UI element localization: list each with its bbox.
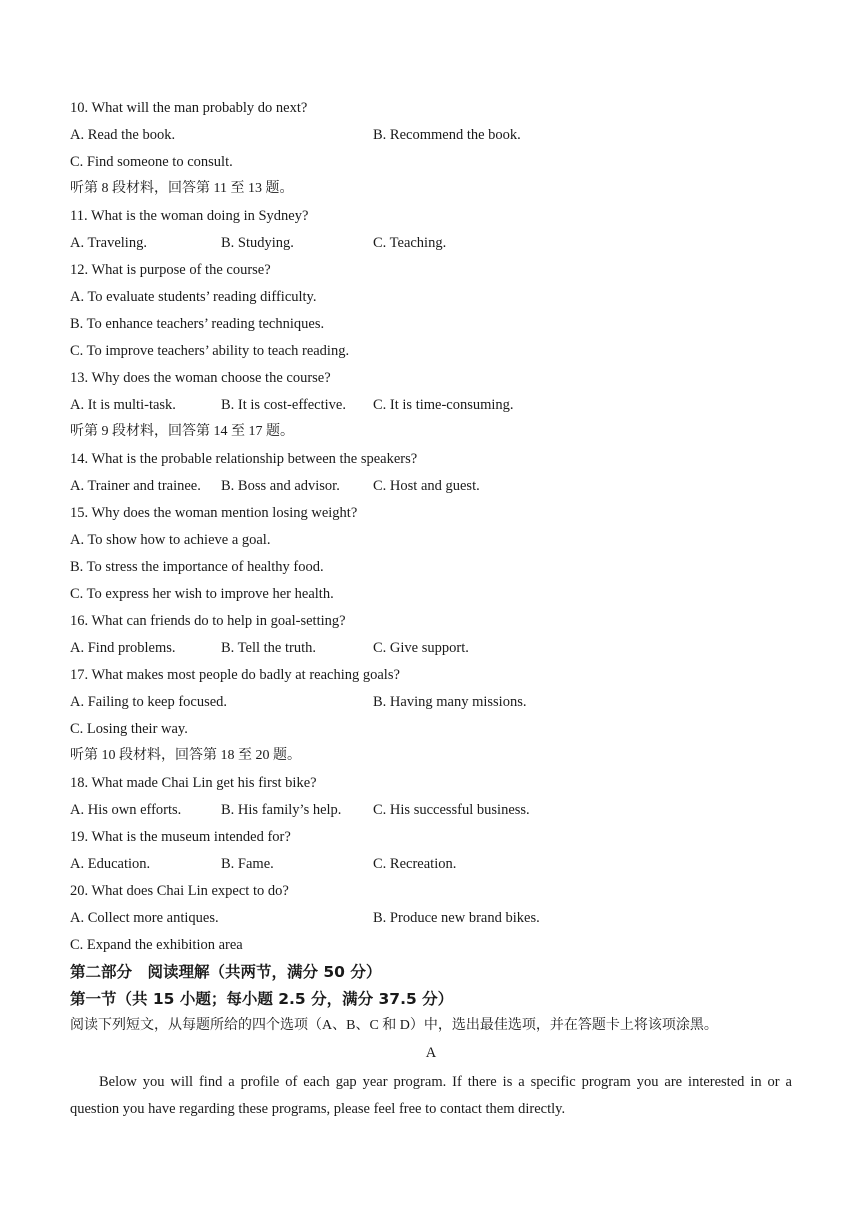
part-two-heading: 第二部分 阅读理解（共两节，满分 50 分）	[70, 963, 382, 981]
answer-option: C. Teaching.	[373, 235, 447, 251]
answer-option: A. Read the book.	[70, 127, 176, 143]
answer-option: C. Host and guest.	[373, 478, 480, 494]
answer-option: B. Produce new brand bikes.	[373, 910, 540, 926]
question-stem: 10. What will the man probably do next?	[70, 100, 308, 116]
question-stem: 14. What is the probable relationship between the speakers?	[70, 451, 418, 467]
answer-option: B. Tell the truth.	[221, 640, 316, 656]
answer-option: C. To improve teachers’ ability to teach reading.	[70, 343, 350, 359]
options-row	[70, 853, 792, 880]
section-instruction: 听第 10 段材料，回答第 18 至 20 题。	[70, 748, 301, 763]
question-stem: 19. What is the museum intended for?	[70, 829, 291, 845]
answer-option: A. Find problems.	[70, 640, 176, 656]
section-one-heading: 第一节（共 15 小题；每小题 2.5 分，满分 37.5 分）	[70, 990, 454, 1008]
answer-option: C. Losing their way.	[70, 721, 188, 737]
question-stem: 20. What does Chai Lin expect to do?	[70, 883, 289, 899]
answer-option: B. Studying.	[221, 235, 294, 251]
options-row	[70, 799, 792, 826]
options-row	[70, 637, 792, 664]
answer-option: B. Having many missions.	[373, 694, 527, 710]
answer-option: B. His family’s help.	[221, 802, 342, 818]
answer-option: A. Collect more antiques.	[70, 910, 219, 926]
question-stem: 16. What can friends do to help in goal-setting?	[70, 613, 346, 629]
question-stem: 12. What is purpose of the course?	[70, 262, 271, 278]
answer-option: A. It is multi-task.	[70, 397, 176, 413]
answer-option: C. Expand the exhibition area	[70, 937, 243, 953]
answer-option: A. Traveling.	[70, 235, 147, 251]
answer-option: A. Failing to keep focused.	[70, 694, 228, 710]
question-stem: 13. Why does the woman choose the course?	[70, 370, 331, 386]
passage-label: A	[425, 1045, 437, 1061]
question-stem: 17. What makes most people do badly at reaching goals?	[70, 667, 400, 683]
answer-option: C. Find someone to consult.	[70, 154, 233, 170]
question-stem: 15. Why does the woman mention losing weight?	[70, 505, 358, 521]
answer-option: B. To enhance teachers’ reading techniques.	[70, 316, 325, 332]
answer-option: A. Trainer and trainee.	[70, 478, 201, 494]
options-row	[70, 394, 792, 421]
question-stem: 11. What is the woman doing in Sydney?	[70, 208, 309, 224]
options-row	[70, 124, 792, 151]
exam-page	[70, 97, 792, 1123]
answer-option: B. To stress the importance of healthy food.	[70, 559, 324, 575]
answer-option: A. Education.	[70, 856, 151, 872]
answer-option: C. His successful business.	[373, 802, 530, 818]
options-row	[70, 907, 792, 934]
answer-option: B. Boss and advisor.	[221, 478, 340, 494]
listening-questions	[70, 97, 792, 961]
answer-option: A. To show how to achieve a goal.	[70, 532, 271, 548]
question-stem: 18. What made Chai Lin get his first bike?	[70, 775, 317, 791]
options-row	[70, 475, 792, 502]
answer-option: C. It is time-consuming.	[373, 397, 514, 413]
answer-option: C. Give support.	[373, 640, 469, 656]
answer-option: B. Recommend the book.	[373, 127, 521, 143]
section-instruction: 听第 8 段材料，回答第 11 至 13 题。	[70, 181, 294, 196]
answer-option: B. Fame.	[221, 856, 274, 872]
answer-option: A. His own efforts.	[70, 802, 182, 818]
options-row	[70, 232, 792, 259]
answer-option: B. It is cost-effective.	[221, 397, 346, 413]
section-instruction: 听第 9 段材料，回答第 14 至 17 题。	[70, 424, 294, 439]
answer-option: C. Recreation.	[373, 856, 457, 872]
answer-option: A. To evaluate students’ reading difficulty.	[70, 289, 317, 305]
reading-instruction: 阅读下列短文，从每题所给的四个选项（A、B、C 和 D）中，选出最佳选项，并在答题卡上将该项涂黑。	[70, 1018, 718, 1033]
options-row	[70, 691, 792, 718]
answer-option: C. To express her wish to improve her health.	[70, 586, 334, 602]
passage-paragraph: Below you will find a profile of each gap year program. If there is a specific program you are interested in or a question you have regarding these programs, please feel free to contact them directly.	[70, 1074, 792, 1117]
